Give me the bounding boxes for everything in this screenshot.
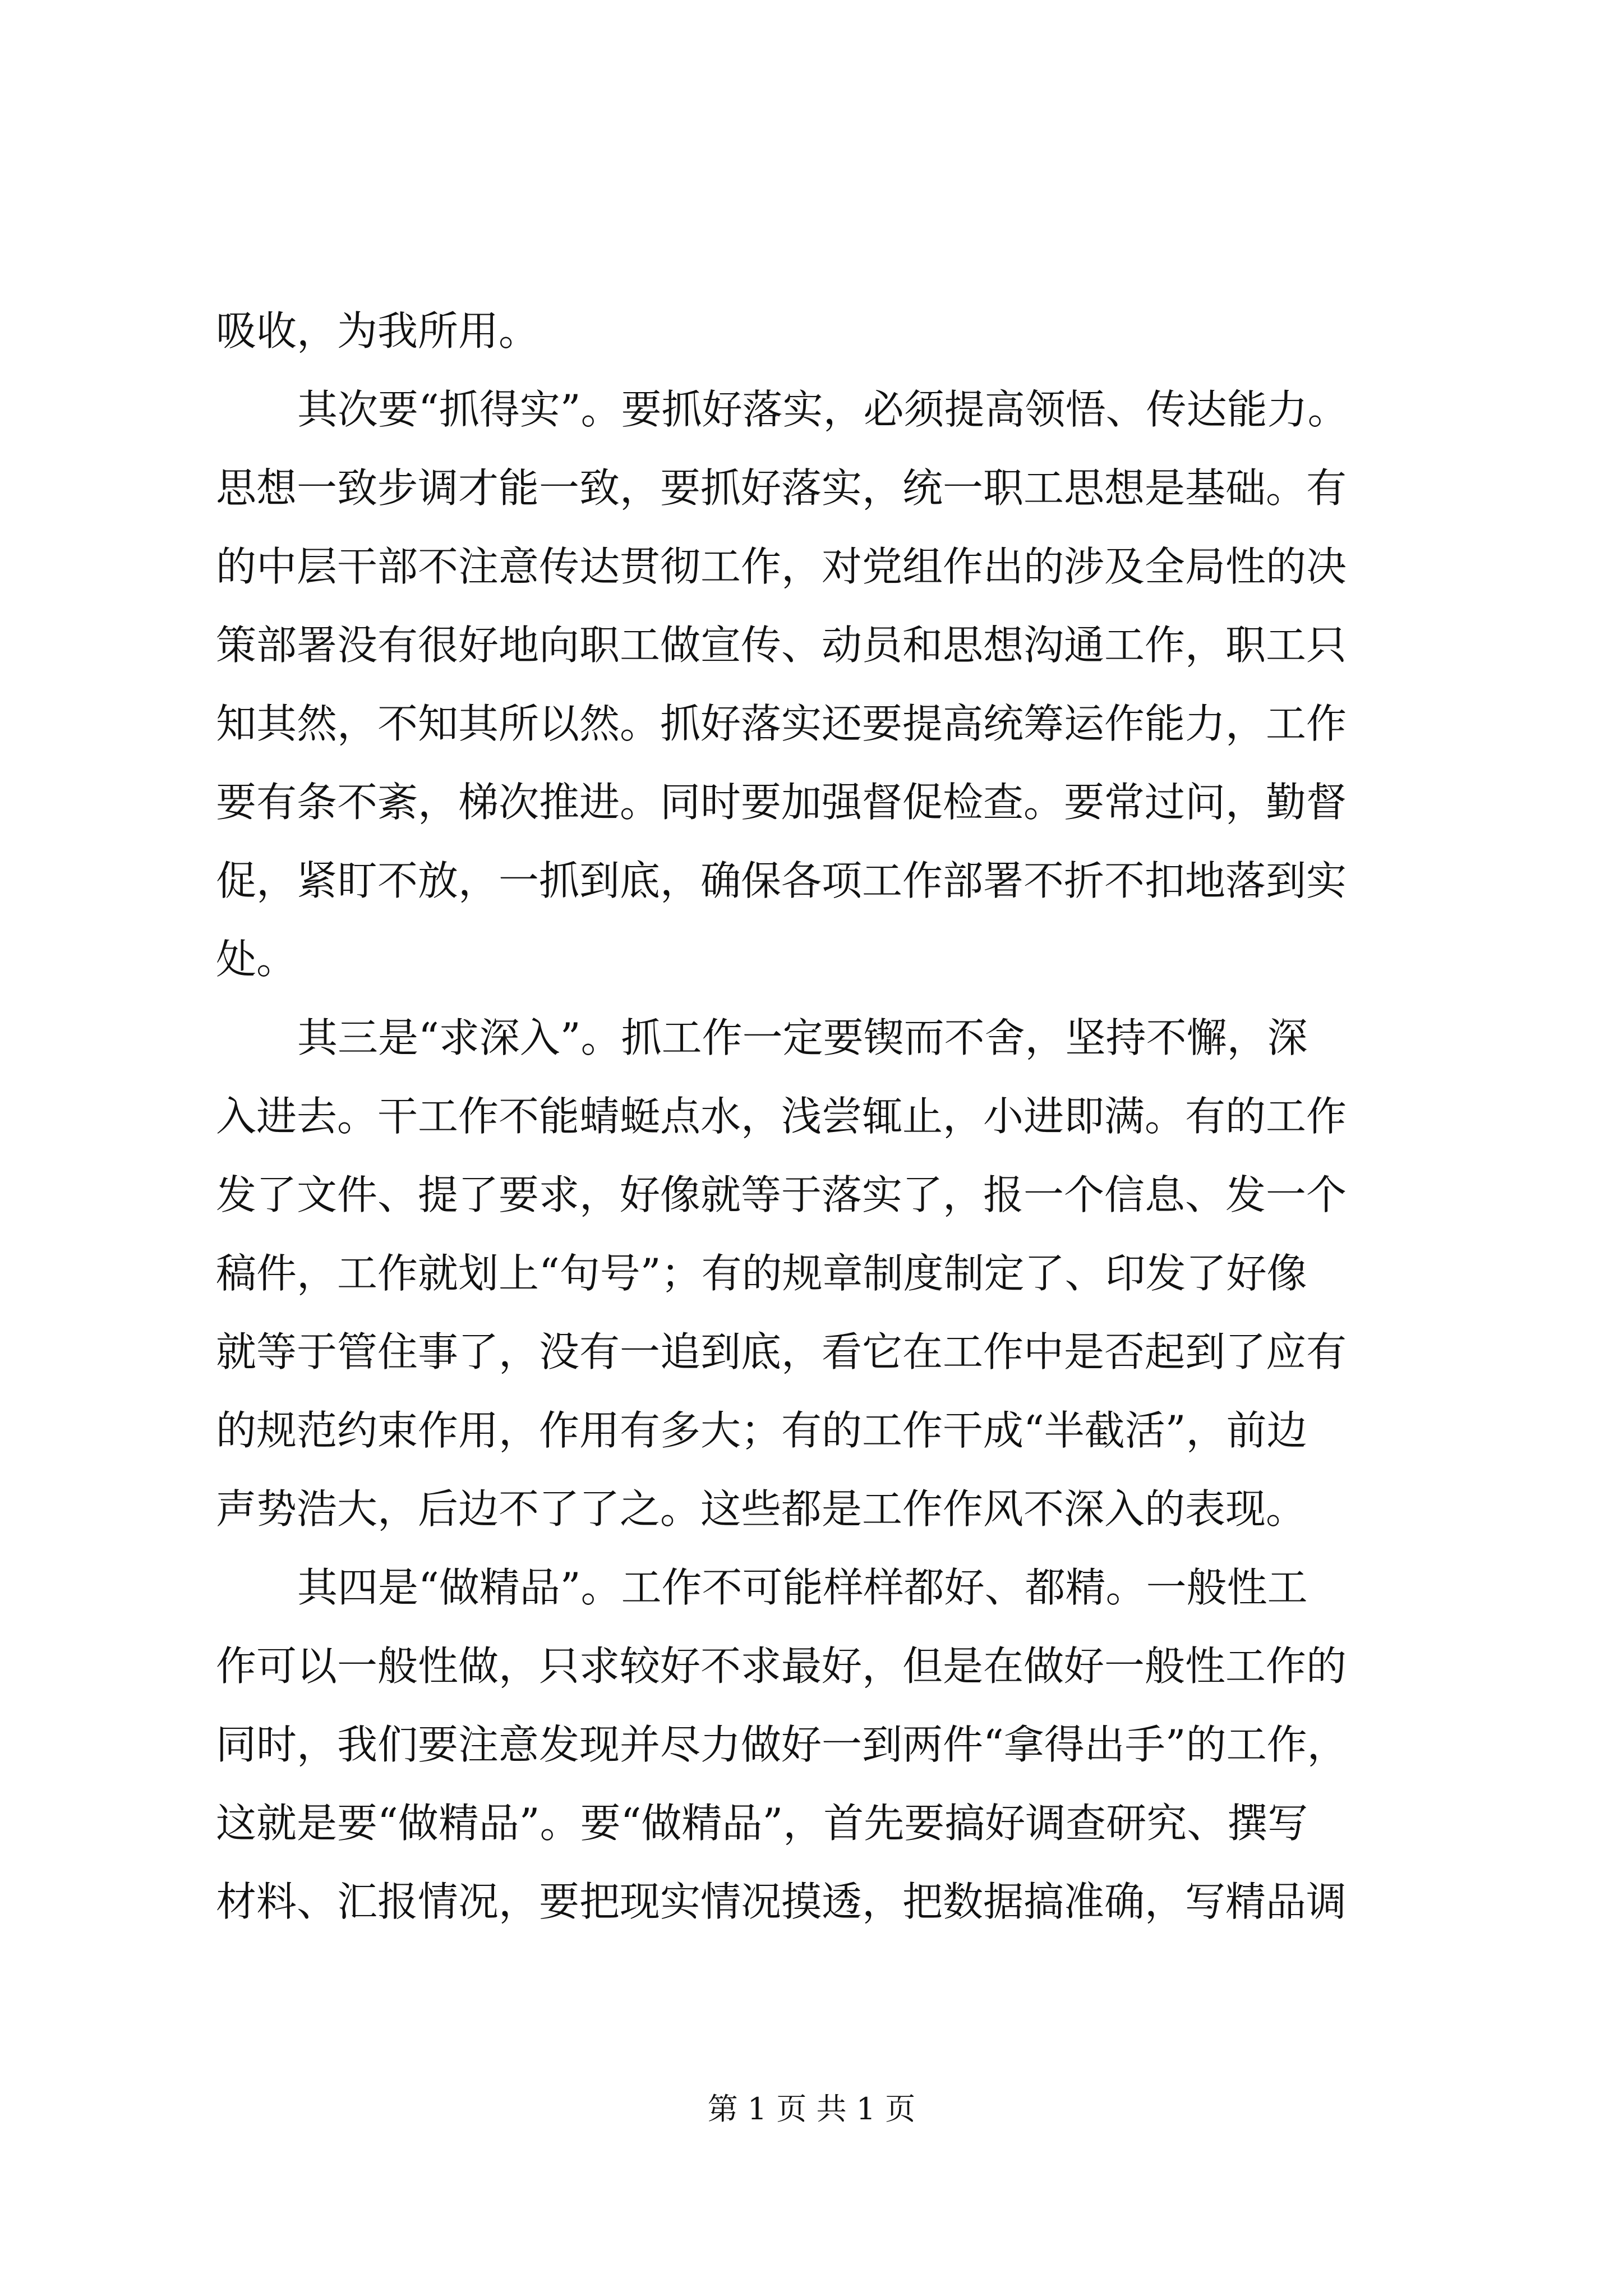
text-line-9: 处。 xyxy=(216,936,297,983)
text-line-3: 思想一致步调才能一致，要抓好落实，统一职工思想是基础。有 xyxy=(216,464,1347,512)
text-line-14: 就等于管住事了，没有一追到底，看它在工作中是否起到了应有 xyxy=(216,1328,1347,1375)
text-line-20: 这就是要“做精品”。要“做精品”，首先要搞好调查研究、撰写 xyxy=(216,1800,1308,1847)
text-line-2: 其次要“抓得实”。要抓好落实，必须提高领悟、传达能力。 xyxy=(297,386,1348,433)
text-line-6: 知其然，不知其所以然。抓好落实还要提高统筹运作能力，工作 xyxy=(216,700,1347,747)
text-line-8: 促，紧盯不放，一抓到底，确保各项工作部署不折不扣地落到实 xyxy=(216,857,1347,904)
text-line-11: 入进去。干工作不能蜻蜓点水，浅尝辄止，小进即满。有的工作 xyxy=(216,1093,1347,1140)
text-line-5: 策部署没有很好地向职工做宣传、动员和思想沟通工作，职工只 xyxy=(216,622,1347,669)
text-line-15: 的规范约束作用，作用有多大；有的工作干成“半截活”，前边 xyxy=(216,1407,1307,1454)
text-line-12: 发了文件、提了要求，好像就等于落实了，报一个信息、发一个 xyxy=(216,1171,1347,1218)
text-line-1: 吸收，为我所用。 xyxy=(216,307,540,355)
text-line-19: 同时，我们要注意发现并尽力做好一到两件“拿得出手”的工作， xyxy=(216,1721,1348,1768)
text-line-21: 材料、汇报情况，要把现实情况摸透，把数据搞准确，写精品调 xyxy=(216,1878,1347,1925)
text-line-4: 的中层干部不注意传达贯彻工作，对党组作出的涉及全局性的决 xyxy=(216,543,1347,590)
text-line-10: 其三是“求深入”。抓工作一定要锲而不舍，坚持不懈，深 xyxy=(297,1014,1308,1061)
text-line-7: 要有条不紊，梯次推进。同时要加强督促检查。要常过问，勤督 xyxy=(216,779,1347,826)
text-line-13: 稿件，工作就划上“句号”；有的规章制度制定了、印发了好像 xyxy=(216,1250,1307,1297)
text-line-17: 其四是“做精品”。工作不可能样样都好、都精。一般性工 xyxy=(297,1564,1308,1611)
page-footer: 第 1 页 共 1 页 xyxy=(707,2091,916,2127)
text-line-18: 作可以一般性做，只求较好不求最好，但是在做好一般性工作的 xyxy=(216,1642,1347,1690)
text-line-16: 声势浩大，后边不了了之。这些都是工作作风不深入的表现。 xyxy=(216,1485,1307,1533)
